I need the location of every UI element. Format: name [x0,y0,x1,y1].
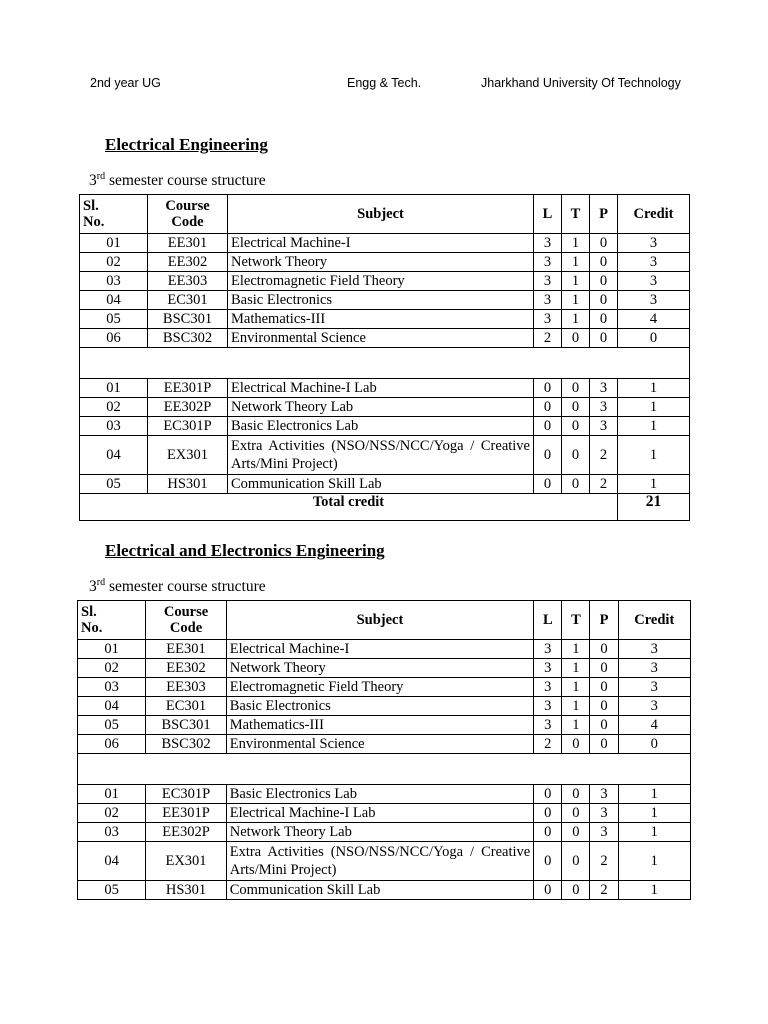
table-row [80,253,690,272]
cell-subject: Communication Skill Lab [228,475,534,494]
col-header-no: No. [81,620,103,636]
cell-t: 0 [562,398,590,417]
table-row [78,823,691,842]
col-header-subject: Subject [228,195,534,234]
cell-p: 0 [590,716,618,735]
cell-course-code: EE302P [146,823,226,842]
cell-course-code: BSC302 [148,329,228,348]
cell-subject: Environmental Science [226,735,534,754]
cell-p: 3 [590,417,618,436]
cell-credit: 3 [618,697,690,716]
cell-sl-no: 03 [78,678,146,697]
cell-l: 3 [534,253,562,272]
table-row [80,379,690,398]
cell-credit: 1 [618,417,690,436]
cell-p: 0 [590,678,618,697]
cell-t: 1 [562,716,590,735]
cell-course-code: EX301 [148,436,228,475]
cell-l: 0 [534,417,562,436]
cell-course-code: EE301P [148,379,228,398]
cell-course-code: BSC301 [148,310,228,329]
cell-l: 2 [534,735,562,754]
cell-p: 0 [590,310,618,329]
cell-credit: 0 [618,329,690,348]
cell-l: 3 [534,659,562,678]
cell-p: 0 [590,640,618,659]
cell-sl-no: 04 [80,291,148,310]
table-row [78,659,691,678]
cell-credit: 1 [618,475,690,494]
cell-course-code: EE302P [148,398,228,417]
section-subtitle-ee: 3rd semester course structure [89,171,266,189]
cell-course-code: EE303 [148,272,228,291]
col-header-t: T [562,195,590,234]
cell-subject: Mathematics-III [228,310,534,329]
section-title-ee: Electrical Engineering [105,135,268,154]
spacer-row [80,348,690,379]
total-row [80,494,690,521]
table-row [78,640,691,659]
cell-sl-no: 02 [80,253,148,272]
cell-t: 0 [562,842,590,881]
cell-l: 0 [534,823,562,842]
cell-sl-no: 04 [80,436,148,475]
cell-subject: Network Theory Lab [228,398,534,417]
table-row [80,417,690,436]
cell-t: 0 [562,823,590,842]
cell-p: 0 [590,329,618,348]
col-header-course: Course [165,198,210,214]
cell-credit: 1 [618,436,690,475]
table-row [80,329,690,348]
header-level: 2nd year UG [90,76,161,90]
col-header-credit: Credit [618,195,690,234]
cell-sl-no: 06 [80,329,148,348]
table-row [80,398,690,417]
cell-t: 0 [562,881,590,900]
cell-course-code: EE301 [148,234,228,253]
cell-sl-no: 02 [78,659,146,678]
spacer-cell [80,348,690,379]
cell-course-code: EC301 [148,291,228,310]
cell-course-code: HS301 [146,881,226,900]
cell-l: 3 [534,716,562,735]
cell-course-code: EC301 [146,697,226,716]
cell-sl-no: 02 [78,804,146,823]
col-header-sl: Sl. [83,198,99,214]
col-header-sl-no [78,601,146,640]
cell-credit: 3 [618,291,690,310]
cell-credit: 1 [618,842,690,881]
cell-course-code: EC301P [146,785,226,804]
section-subtitle-eee: 3rd semester course structure [89,577,266,595]
cell-p: 0 [590,253,618,272]
cell-l: 0 [534,475,562,494]
cell-p: 2 [590,881,618,900]
cell-credit: 1 [618,398,690,417]
cell-subject: Electrical Machine-I Lab [226,804,534,823]
section-title-eee: Electrical and Electronics Engineering [105,541,385,560]
cell-subject: Basic Electronics Lab [228,417,534,436]
cell-credit: 1 [618,823,690,842]
table-row [80,310,690,329]
cell-l: 3 [534,678,562,697]
cell-course-code: EC301P [148,417,228,436]
table-row [78,881,691,900]
cell-p: 0 [590,697,618,716]
cell-sl-no: 01 [78,785,146,804]
cell-subject: Environmental Science [228,329,534,348]
cell-subject: Basic Electronics Lab [226,785,534,804]
cell-t: 0 [562,804,590,823]
cell-t: 1 [562,234,590,253]
cell-subject: Network Theory [228,253,534,272]
cell-subject: Electrical Machine-I Lab [228,379,534,398]
total-credit-label: Total credit [80,494,618,521]
cell-subject: Electromagnetic Field Theory [228,272,534,291]
col-header-p: P [590,601,618,640]
cell-t: 0 [562,785,590,804]
table-row [80,234,690,253]
cell-credit: 3 [618,253,690,272]
cell-l: 3 [534,234,562,253]
cell-l: 0 [534,785,562,804]
table-row [78,785,691,804]
cell-t: 0 [562,379,590,398]
cell-credit: 3 [618,272,690,291]
col-header-sl-no [80,195,148,234]
col-header-l: L [534,195,562,234]
cell-t: 1 [562,291,590,310]
cell-l: 2 [534,329,562,348]
header-university: Jharkhand University Of Technology [481,76,681,90]
col-header-credit: Credit [618,601,690,640]
total-credit-value: 21 [618,494,690,521]
cell-l: 3 [534,291,562,310]
table-row [78,716,691,735]
cell-sl-no: 05 [80,475,148,494]
cell-course-code: BSC302 [146,735,226,754]
cell-l: 0 [534,842,562,881]
cell-l: 3 [534,640,562,659]
cell-subject: Network Theory [226,659,534,678]
cell-credit: 1 [618,785,690,804]
cell-p: 0 [590,291,618,310]
cell-t: 0 [562,329,590,348]
cell-subject: Extra Activities (NSO/NSS/NCC/Yoga / Creative Arts/Mini Project) [228,436,534,475]
cell-p: 3 [590,398,618,417]
header-row [80,195,690,234]
cell-p: 0 [590,234,618,253]
table-row [80,475,690,494]
cell-p: 0 [590,735,618,754]
cell-p: 0 [590,272,618,291]
cell-course-code: EE303 [146,678,226,697]
cell-t: 1 [562,310,590,329]
header-faculty: Engg & Tech. [347,76,422,90]
cell-sl-no: 03 [78,823,146,842]
cell-l: 0 [534,436,562,475]
cell-p: 3 [590,785,618,804]
cell-course-code: EE302 [146,659,226,678]
cell-p: 3 [590,379,618,398]
cell-l: 0 [534,881,562,900]
cell-sl-no: 06 [78,735,146,754]
cell-subject: Extra Activities (NSO/NSS/NCC/Yoga / Creative Arts/Mini Project) [226,842,534,881]
cell-subject: Electrical Machine-I [228,234,534,253]
cell-course-code: EX301 [146,842,226,881]
cell-course-code: HS301 [148,475,228,494]
cell-p: 0 [590,659,618,678]
col-header-l: L [534,601,562,640]
cell-sl-no: 05 [80,310,148,329]
cell-subject: Electrical Machine-I [226,640,534,659]
spacer-row [78,754,691,785]
cell-p: 2 [590,842,618,881]
cell-course-code: EE301 [146,640,226,659]
col-header-no: No. [83,214,105,230]
cell-sl-no: 01 [80,234,148,253]
cell-sl-no: 05 [78,716,146,735]
cell-p: 2 [590,475,618,494]
cell-subject: Mathematics-III [226,716,534,735]
cell-sl-no: 04 [78,842,146,881]
table-row [80,272,690,291]
table-row [80,436,690,475]
cell-t: 0 [562,436,590,475]
table-row [78,697,691,716]
cell-credit: 1 [618,881,690,900]
cell-subject: Communication Skill Lab [226,881,534,900]
cell-credit: 1 [618,379,690,398]
course-table-eee [77,600,691,900]
cell-l: 0 [534,804,562,823]
col-header-course-code [148,195,228,234]
cell-t: 1 [562,272,590,291]
course-table-ee [79,194,690,521]
cell-sl-no: 03 [80,272,148,291]
header-row [78,601,691,640]
col-header-p: P [590,195,618,234]
cell-t: 0 [562,735,590,754]
col-header-code: Code [169,620,203,636]
cell-sl-no: 02 [80,398,148,417]
spacer-cell [78,754,691,785]
cell-p: 3 [590,804,618,823]
table-row [78,735,691,754]
col-header-t: T [562,601,590,640]
cell-sl-no: 04 [78,697,146,716]
cell-credit: 3 [618,678,690,697]
col-header-subject: Subject [226,601,534,640]
cell-l: 0 [534,379,562,398]
cell-sl-no: 01 [78,640,146,659]
table-row [78,804,691,823]
cell-sl-no: 01 [80,379,148,398]
cell-sl-no: 05 [78,881,146,900]
cell-t: 0 [562,475,590,494]
cell-l: 0 [534,398,562,417]
cell-subject: Electromagnetic Field Theory [226,678,534,697]
cell-t: 1 [562,640,590,659]
cell-t: 1 [562,253,590,272]
table-row [78,678,691,697]
cell-credit: 4 [618,716,690,735]
cell-subject: Basic Electronics [226,697,534,716]
cell-credit: 3 [618,659,690,678]
cell-credit: 4 [618,310,690,329]
cell-p: 2 [590,436,618,475]
col-header-code: Code [171,214,204,230]
cell-t: 1 [562,678,590,697]
cell-sl-no: 03 [80,417,148,436]
table-row [80,291,690,310]
col-header-course: Course [163,604,209,620]
cell-t: 1 [562,697,590,716]
cell-course-code: BSC301 [146,716,226,735]
cell-l: 3 [534,272,562,291]
cell-course-code: EE302 [148,253,228,272]
cell-course-code: EE301P [146,804,226,823]
col-header-sl: Sl. [81,604,97,620]
cell-credit: 0 [618,735,690,754]
cell-credit: 3 [618,640,690,659]
col-header-course-code [146,601,226,640]
table-row [78,842,691,881]
cell-subject: Basic Electronics [228,291,534,310]
cell-credit: 1 [618,804,690,823]
cell-t: 0 [562,417,590,436]
cell-credit: 3 [618,234,690,253]
cell-p: 3 [590,823,618,842]
cell-l: 3 [534,310,562,329]
cell-t: 1 [562,659,590,678]
cell-subject: Network Theory Lab [226,823,534,842]
cell-l: 3 [534,697,562,716]
